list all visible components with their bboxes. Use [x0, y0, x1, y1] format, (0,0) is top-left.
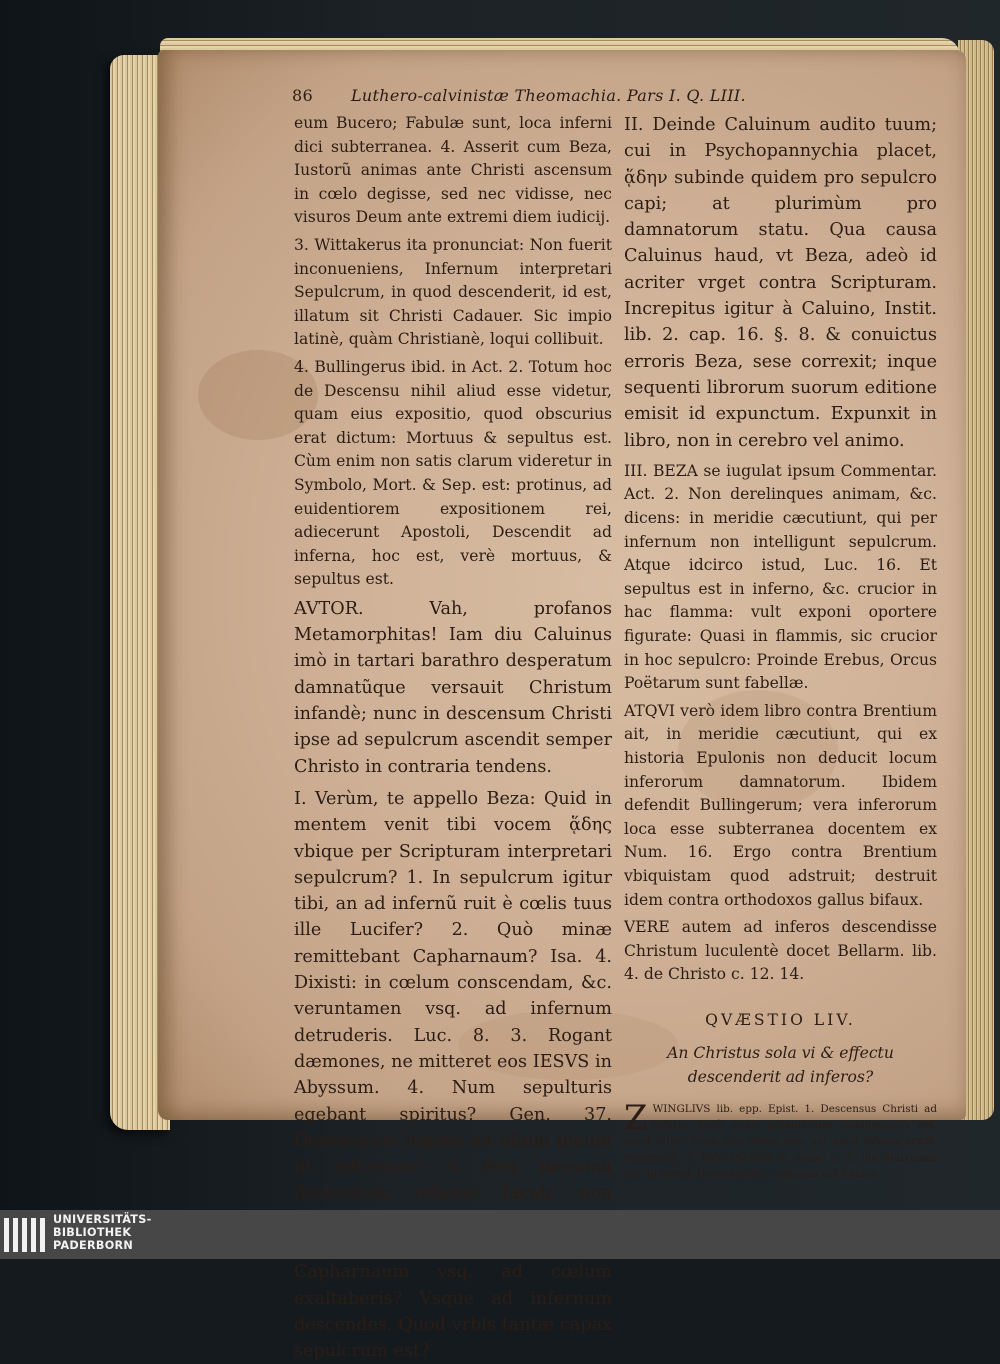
question-text: WINGLIVS lib. epp. Epist. 1. Descensus Christi ad inferos fortè quasi potentialiter intelligendus est, quod scilic. mors eius etiam eos, qui apud inferos erant, redemerit. 2. BVLLINGERI in Actor. c. 2. illa diatyposis est. In verbo, Descendendi, capienda est Enalla- [624, 1102, 937, 1181]
library-logo-icon [4, 1216, 48, 1256]
paragraph: AVTOR. Vah, profanos Metamorphitas! Iam diu Caluinus imò in tartari barathro desperatum damnatũque versauit Christum infandè; nunc in descensum Christi ipse ad sepulcrum ascendit semper Christo in contraria tendens. [294, 598, 612, 777]
question-title: QVÆSTIO LIV. [705, 1010, 856, 1029]
right-column [624, 112, 937, 1183]
paragraph: I. Verùm, te appello Beza: Quid in mentem venit tibi vocem ᾅδης vbique per Scripturam interpretari sepulcrum? 1. In sepulcrum igitur tibi, an ad infernũ ruit è cœlis tuus ille Lucifer? 2. Quò minæ remittebant Capharnaum? Isa. 4. Dixisti: in cœlum conscendam, &c. veruntamen vsq. ad infernum detruderis. Luc. 8. 3. Rogant dæmones, ne mitteret eos IESVS in Abyssum. 4. Num sepulturis egebant spiritus? Gen. 37. Descendam lugens ad filium meum in infernum? A fera pessima deuoratum rebatur Iacob: non Capharnaum vsq. ad cœlum exaltaberis? Vsque ad infernum descendes. Quod vrbis tantæ capax sepulcrum est? [294, 788, 612, 1362]
paragraph: II. Deinde Caluinum audito tuum; cui in Psychopannychia placet, ᾅδην subinde quidem pro sepulcro capi; at plurimùm pro damnatorum statu. Qua causa Caluinus haud, vt Beza, adeò id acriter vrget contra Scripturam. Increpitus igitur à Caluino, Instit. lib. 2. cap. 16. §. 8. & conuictus erroris Beza, sese correxit; inque sequenti librorum suorum editione emisit id expunctum. Expunxit in libro, non in cerebro vel animo. [624, 115, 937, 451]
question-body [624, 1097, 937, 1183]
paragraph: 4. Bullingerus ibid. in Act. 2. Totum hoc de Descensu nihil aliud esse videtur, quam eius expositio, quod obscurius erat dictum: Mortuus & sepultus est. Cùm enim non satis clarum videretur in Symbolo, Mort. & Sep. est: protinus, ad euidentiorem expositionem rei, adiecerunt Apostoli, Descendit ad inferna, hoc est, verè mortuus, & sepultus est. [294, 357, 612, 589]
paragraph: VERE autem ad inferos descendisse Christum luculentè docet Bellarm. lib. 4. de Christo c. 12. 14. [624, 918, 937, 984]
paragraph: eum Bucero; Fabulæ sunt, loca inferni dici subterranea. 4. Asserit cum Beza, Iustorũ animas ante Christi ascensum in cœlo degisse, sed nec vidisse, nec visuros Deum ante extremi diem iudicij. [294, 114, 612, 227]
paragraph: III. BEZA se iugulat ipsum Commentar. Act. 2. Non derelinques animam, &c. dicens: in meridie cæcutiunt, qui per infernum non intelligunt sepulcrum. Atque idcirco istud, Luc. 16. Et sepultus est in inferno, &c. crucior in hac flamma: vult exponi oportere figurate: Quasi in flammis, sic crucior in hoc sepulcro: Proinde Erebus, Orcus Poëtarum sunt fabellæ. [624, 461, 937, 693]
library-name [53, 1213, 152, 1252]
running-title: Luthero-calvinistæ Theomachia. Pars I. Q. LIII. [350, 86, 746, 105]
page-number: 86 [292, 86, 313, 105]
left-column [294, 112, 612, 1364]
paragraph: ATQVI verò idem libro contra Brentium ait, in meridie cæcutiunt, qui ex historia Epulonis non deducit locum inferorum damnatorum. Ibidem defendit Bullingerum; vera inferorum loca esse subterranea docentem ex Num. 16. Ergo contra Brentium vbiquistam quod adstruit; destruit idem contra orthodoxos gallus bifaux. [624, 701, 937, 909]
paragraph: 3. Wittakerus ita pronunciat: Non fuerit inconueniens, Infernum interpretari Sepulcrum, in quod descenderit, id est, illatum sit Christi Cadauer. Sic impio latinè, quàm Christianè, loqui collibuit. [294, 235, 612, 349]
running-header [292, 86, 812, 112]
library-name-line: UNIVERSITÄTS- [53, 1213, 152, 1226]
library-name-line: PADERBORN [53, 1239, 134, 1252]
library-name-line: BIBLIOTHEK [53, 1226, 132, 1239]
drop-capital: Z [624, 1097, 648, 1138]
question-subtitle: An Christus sola vi & effectu descenderit ad inferos? [667, 1043, 894, 1086]
